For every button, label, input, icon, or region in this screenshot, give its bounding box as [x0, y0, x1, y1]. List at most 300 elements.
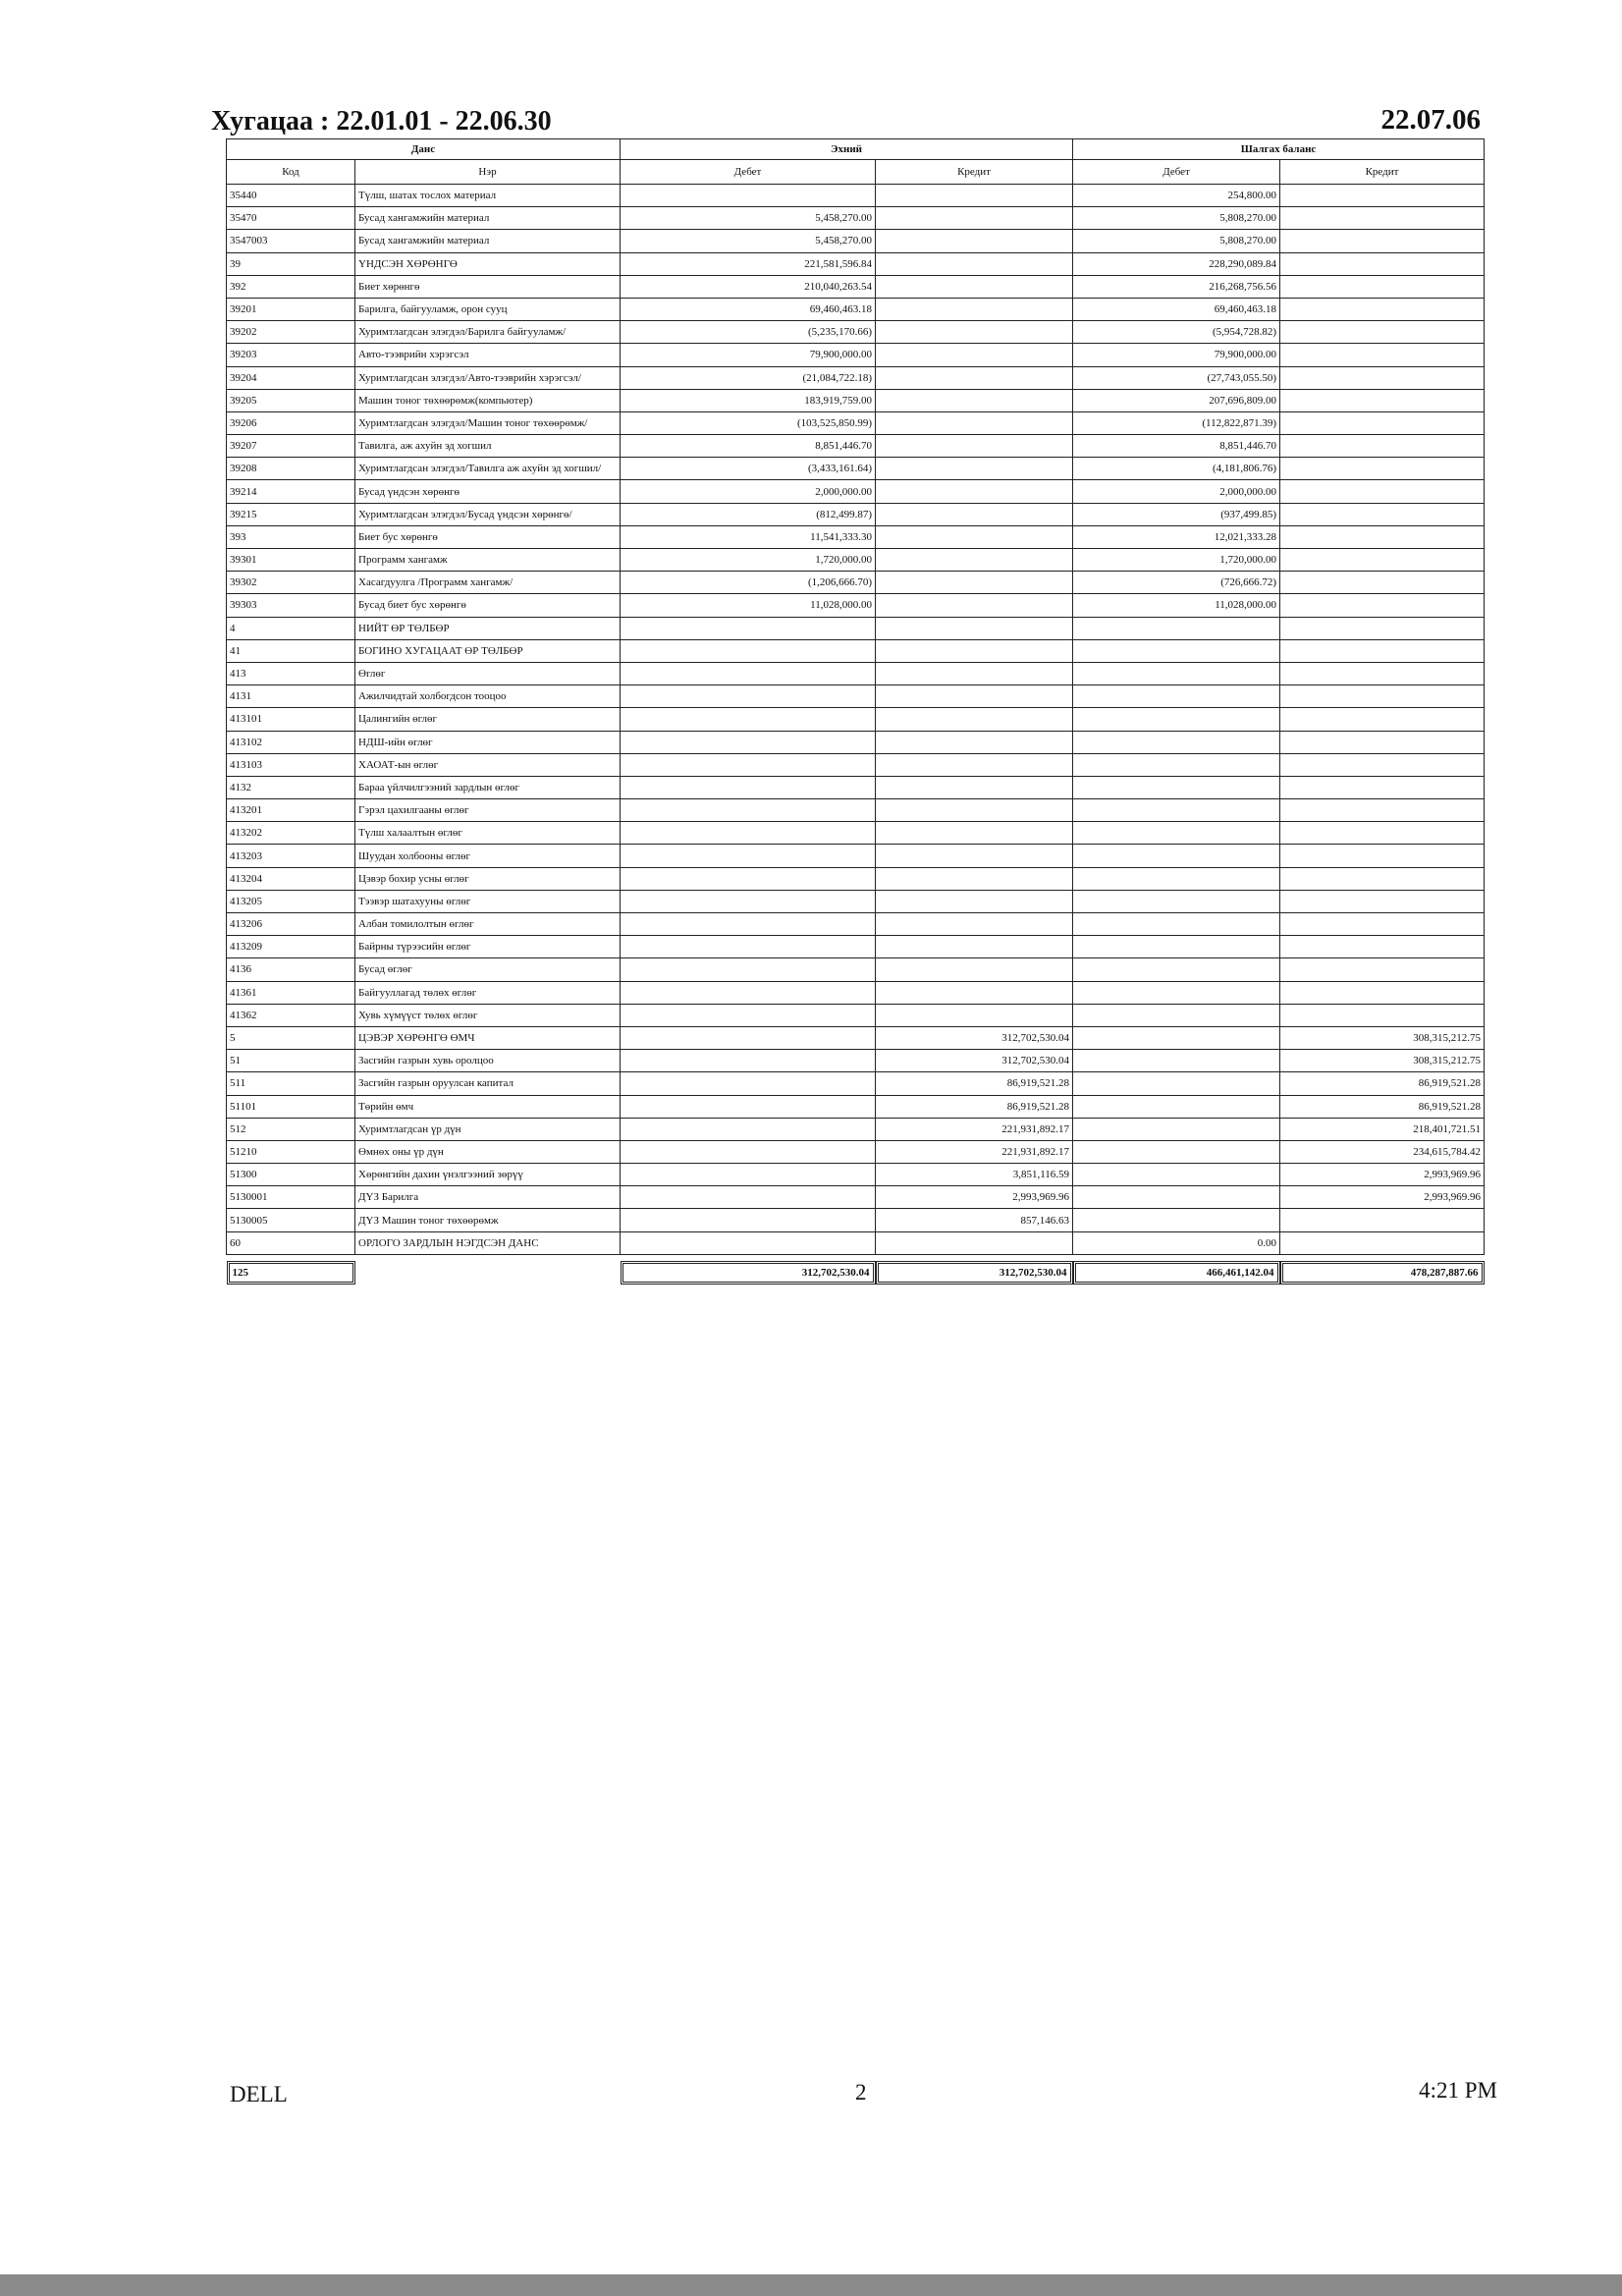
cell-opening-debit: [621, 662, 876, 684]
cell-balance-credit: 2,993,969.96: [1280, 1164, 1485, 1186]
cell-balance-debit: [1073, 799, 1280, 822]
cell-balance-credit: [1280, 776, 1485, 798]
cell-opening-credit: 3,851,116.59: [876, 1164, 1073, 1186]
cell-opening-debit: 8,851,446.70: [621, 435, 876, 458]
cell-code: 413204: [227, 867, 355, 890]
cell-opening-credit: [876, 185, 1073, 207]
cell-balance-debit: [1073, 913, 1280, 936]
cell-code: 413209: [227, 936, 355, 958]
cell-name: Биет хөрөнгө: [355, 275, 621, 298]
cell-balance-credit: [1280, 753, 1485, 776]
cell-name: НИЙТ ӨР ТӨЛБӨР: [355, 617, 621, 639]
cell-balance-credit: [1280, 344, 1485, 366]
cell-opening-credit: [876, 1004, 1073, 1026]
cell-opening-credit: [876, 822, 1073, 845]
cell-balance-debit: [1073, 639, 1280, 662]
cell-balance-credit: [1280, 549, 1485, 572]
table-row: [227, 1095, 1485, 1118]
cell-balance-credit: [1280, 321, 1485, 344]
cell-name: Төрийн өмч: [355, 1095, 621, 1118]
cell-balance-debit: [1073, 662, 1280, 684]
cell-opening-debit: [621, 981, 876, 1004]
table-row: [227, 411, 1485, 434]
cell-balance-credit: [1280, 981, 1485, 1004]
table-row: [227, 822, 1485, 845]
cell-code: 39301: [227, 549, 355, 572]
cell-opening-debit: [621, 685, 876, 708]
cell-name: Хуримтлагдсан үр дүн: [355, 1118, 621, 1140]
cell-opening-debit: [621, 799, 876, 822]
cell-name: НДШ-ийн өглөг: [355, 731, 621, 753]
cell-opening-debit: 2,000,000.00: [621, 480, 876, 503]
cell-balance-debit: (5,954,728.82): [1073, 321, 1280, 344]
cell-opening-credit: [876, 890, 1073, 912]
table-row: [227, 549, 1485, 572]
cell-balance-debit: [1073, 936, 1280, 958]
cell-name: Түлш халаалтын өглөг: [355, 822, 621, 845]
cell-balance-debit: [1073, 1095, 1280, 1118]
cell-code: 39203: [227, 344, 355, 366]
cell-balance-credit: 308,315,212.75: [1280, 1026, 1485, 1049]
cell-opening-debit: [621, 1004, 876, 1026]
column-header-balance-debit: Дебет: [1073, 160, 1280, 185]
cell-code: 51: [227, 1050, 355, 1072]
cell-code: 413101: [227, 708, 355, 731]
cell-balance-credit: [1280, 913, 1485, 936]
cell-name: Шуудан холбооны өглөг: [355, 845, 621, 867]
cell-code: 35470: [227, 207, 355, 230]
cell-balance-credit: [1280, 480, 1485, 503]
cell-balance-credit: [1280, 594, 1485, 617]
cell-balance-debit: [1073, 1186, 1280, 1209]
cell-code: 60: [227, 1231, 355, 1254]
column-header-opening-debit: Дебет: [621, 160, 876, 185]
cell-opening-debit: (3,433,161.64): [621, 458, 876, 480]
cell-name: Авто-тээврийн хэрэгсэл: [355, 344, 621, 366]
cell-opening-credit: 312,702,530.04: [876, 1050, 1073, 1072]
cell-name: Машин тоног төхөөрөмж(компьютер): [355, 389, 621, 411]
table-row: [227, 753, 1485, 776]
cell-balance-credit: [1280, 366, 1485, 389]
cell-name: ДҮЗ Машин тоног төхөөрөмж: [355, 1209, 621, 1231]
cell-opening-debit: [621, 936, 876, 958]
cell-opening-debit: 11,028,000.00: [621, 594, 876, 617]
cell-opening-debit: [621, 1140, 876, 1163]
cell-opening-debit: (1,206,666.70): [621, 572, 876, 594]
cell-name: Тээвэр шатахууны өглөг: [355, 890, 621, 912]
cell-balance-debit: [1073, 685, 1280, 708]
cell-balance-credit: 2,993,969.96: [1280, 1186, 1485, 1209]
cell-balance-debit: [1073, 1118, 1280, 1140]
cell-balance-debit: [1073, 867, 1280, 890]
cell-balance-credit: [1280, 435, 1485, 458]
cell-opening-credit: 86,919,521.28: [876, 1072, 1073, 1095]
cell-opening-credit: [876, 685, 1073, 708]
cell-opening-debit: (21,084,722.18): [621, 366, 876, 389]
table-row: [227, 958, 1485, 981]
cell-code: 39204: [227, 366, 355, 389]
table-row: [227, 275, 1485, 298]
table-row: [227, 1026, 1485, 1049]
cell-balance-credit: [1280, 685, 1485, 708]
cell-code: 4136: [227, 958, 355, 981]
cell-name: Хасагдуулга /Программ хангамж/: [355, 572, 621, 594]
cell-code: 39208: [227, 458, 355, 480]
cell-code: 51210: [227, 1140, 355, 1163]
cell-code: 392: [227, 275, 355, 298]
cell-balance-debit: 79,900,000.00: [1073, 344, 1280, 366]
cell-balance-credit: [1280, 1209, 1485, 1231]
cell-balance-credit: [1280, 525, 1485, 548]
cell-name: Бусад үндсэн хөрөнгө: [355, 480, 621, 503]
cell-balance-debit: 69,460,463.18: [1073, 298, 1280, 320]
cell-opening-debit: [621, 1209, 876, 1231]
cell-code: 413202: [227, 822, 355, 845]
cell-code: 512: [227, 1118, 355, 1140]
cell-opening-credit: [876, 207, 1073, 230]
cell-name: Цалингийн өглөг: [355, 708, 621, 731]
cell-opening-debit: [621, 913, 876, 936]
cell-code: 413206: [227, 913, 355, 936]
total-count: 125: [229, 1263, 353, 1283]
table-row: [227, 662, 1485, 684]
cell-balance-debit: 207,696,809.00: [1073, 389, 1280, 411]
cell-balance-debit: 0.00: [1073, 1231, 1280, 1254]
table-row: [227, 1140, 1485, 1163]
cell-opening-debit: (812,499.87): [621, 503, 876, 525]
cell-code: 51300: [227, 1164, 355, 1186]
cell-opening-credit: 86,919,521.28: [876, 1095, 1073, 1118]
cell-balance-credit: [1280, 230, 1485, 252]
total-opening-credit: 312,702,530.04: [878, 1263, 1071, 1283]
cell-balance-credit: [1280, 503, 1485, 525]
cell-opening-debit: [621, 890, 876, 912]
cell-code: 511: [227, 1072, 355, 1095]
cell-opening-credit: [876, 435, 1073, 458]
cell-balance-debit: [1073, 731, 1280, 753]
cell-balance-credit: [1280, 639, 1485, 662]
cell-opening-credit: [876, 252, 1073, 275]
footer-time: 4:21 PM: [1419, 2078, 1497, 2103]
cell-balance-credit: [1280, 389, 1485, 411]
cell-name: Ажилчидтай холбогдсон тооцоо: [355, 685, 621, 708]
footer-device: DELL: [230, 2082, 288, 2106]
cell-balance-credit: [1280, 799, 1485, 822]
cell-opening-debit: [621, 639, 876, 662]
table-row: [227, 1164, 1485, 1186]
table-row: [227, 776, 1485, 798]
cell-opening-debit: 5,458,270.00: [621, 230, 876, 252]
cell-code: 413203: [227, 845, 355, 867]
table-row: [227, 230, 1485, 252]
group-header-trial-balance: Шалгах баланс: [1073, 139, 1485, 160]
table-row: [227, 185, 1485, 207]
cell-opening-credit: [876, 617, 1073, 639]
table-row: [227, 435, 1485, 458]
table-row: [227, 731, 1485, 753]
group-header-opening: Эхний: [621, 139, 1073, 160]
cell-balance-debit: [1073, 708, 1280, 731]
cell-code: 35440: [227, 185, 355, 207]
table-row: [227, 685, 1485, 708]
cell-opening-debit: [621, 1026, 876, 1049]
cell-code: 39202: [227, 321, 355, 344]
cell-opening-debit: [621, 822, 876, 845]
table-row: [227, 207, 1485, 230]
cell-code: 413205: [227, 890, 355, 912]
cell-balance-debit: [1073, 1026, 1280, 1049]
cell-balance-credit: 86,919,521.28: [1280, 1095, 1485, 1118]
cell-balance-debit: [1073, 753, 1280, 776]
cell-code: 41361: [227, 981, 355, 1004]
cell-opening-credit: [876, 776, 1073, 798]
table-row: [227, 480, 1485, 503]
cell-balance-credit: [1280, 936, 1485, 958]
total-opening-debit: 312,702,530.04: [622, 1263, 874, 1283]
cell-name: Хуримтлагдсан элэгдэл/Тавилга аж ахуйн эд хогшил/: [355, 458, 621, 480]
cell-opening-debit: [621, 958, 876, 981]
cell-code: 413102: [227, 731, 355, 753]
cell-opening-credit: [876, 572, 1073, 594]
cell-balance-debit: [1073, 890, 1280, 912]
cell-code: 5130001: [227, 1186, 355, 1209]
cell-opening-credit: [876, 708, 1073, 731]
column-header-balance-credit: Кредит: [1280, 160, 1485, 185]
cell-opening-debit: 210,040,263.54: [621, 275, 876, 298]
cell-code: 413103: [227, 753, 355, 776]
cell-balance-debit: 216,268,756.56: [1073, 275, 1280, 298]
cell-opening-credit: [876, 458, 1073, 480]
cell-balance-debit: [1073, 1140, 1280, 1163]
cell-name: Өмнөх оны үр дүн: [355, 1140, 621, 1163]
cell-balance-credit: 86,919,521.28: [1280, 1072, 1485, 1095]
page-number: 2: [855, 2080, 867, 2105]
cell-balance-credit: [1280, 207, 1485, 230]
cell-balance-credit: [1280, 252, 1485, 275]
cell-balance-credit: [1280, 572, 1485, 594]
cell-code: 39215: [227, 503, 355, 525]
cell-opening-credit: [876, 958, 1073, 981]
cell-name: Гэрэл цахилгааны өглөг: [355, 799, 621, 822]
cell-balance-debit: (4,181,806.76): [1073, 458, 1280, 480]
cell-opening-credit: [876, 480, 1073, 503]
cell-balance-debit: 254,800.00: [1073, 185, 1280, 207]
cell-code: 39205: [227, 389, 355, 411]
cell-balance-debit: 12,021,333.28: [1073, 525, 1280, 548]
cell-code: 5: [227, 1026, 355, 1049]
cell-balance-credit: [1280, 890, 1485, 912]
table-row: [227, 1186, 1485, 1209]
cell-opening-credit: [876, 275, 1073, 298]
cell-balance-debit: [1073, 1072, 1280, 1095]
column-header-code: Код: [227, 160, 355, 185]
cell-opening-credit: [876, 549, 1073, 572]
cell-balance-debit: [1073, 1209, 1280, 1231]
cell-name: Программ хангамж: [355, 549, 621, 572]
cell-opening-credit: [876, 1231, 1073, 1254]
cell-opening-credit: [876, 389, 1073, 411]
cell-name: Хуримтлагдсан элэгдэл/Барилга байгууламж/: [355, 321, 621, 344]
table-row: [227, 1209, 1485, 1231]
cell-code: 39201: [227, 298, 355, 320]
cell-balance-debit: [1073, 776, 1280, 798]
cell-balance-debit: 228,290,089.84: [1073, 252, 1280, 275]
cell-opening-debit: 5,458,270.00: [621, 207, 876, 230]
cell-name: Албан томилолтын өглөг: [355, 913, 621, 936]
table-row: [227, 799, 1485, 822]
cell-opening-credit: 2,993,969.96: [876, 1186, 1073, 1209]
table-row: [227, 366, 1485, 389]
table-row: [227, 458, 1485, 480]
cell-code: 4132: [227, 776, 355, 798]
cell-balance-credit: [1280, 822, 1485, 845]
cell-balance-debit: [1073, 1050, 1280, 1072]
cell-balance-credit: 308,315,212.75: [1280, 1050, 1485, 1072]
cell-opening-credit: 312,702,530.04: [876, 1026, 1073, 1049]
cell-name: Тавилга, аж ахуйн эд хогшил: [355, 435, 621, 458]
cell-balance-credit: [1280, 867, 1485, 890]
cell-opening-credit: [876, 639, 1073, 662]
cell-balance-debit: (726,666.72): [1073, 572, 1280, 594]
page-title: Хугацаа : 22.01.01 - 22.06.30: [211, 106, 552, 137]
cell-name: Бусад биет бус хөрөнгө: [355, 594, 621, 617]
cell-balance-credit: [1280, 708, 1485, 731]
cell-opening-credit: [876, 411, 1073, 434]
cell-opening-debit: [621, 1164, 876, 1186]
cell-opening-debit: [621, 617, 876, 639]
table-row: [227, 639, 1485, 662]
cell-balance-debit: [1073, 958, 1280, 981]
cell-code: 39207: [227, 435, 355, 458]
cell-opening-credit: 221,931,892.17: [876, 1140, 1073, 1163]
column-header-opening-credit: Кредит: [876, 160, 1073, 185]
cell-opening-credit: [876, 525, 1073, 548]
cell-balance-credit: [1280, 958, 1485, 981]
cell-balance-debit: 2,000,000.00: [1073, 480, 1280, 503]
cell-code: 393: [227, 525, 355, 548]
report-date: 22.07.06: [1380, 104, 1481, 136]
cell-code: 39303: [227, 594, 355, 617]
cell-opening-debit: [621, 753, 876, 776]
cell-opening-credit: [876, 344, 1073, 366]
cell-opening-credit: [876, 594, 1073, 617]
cell-name: Бусад хангамжийн материал: [355, 230, 621, 252]
cell-opening-debit: [621, 708, 876, 731]
cell-name: Биет бус хөрөнгө: [355, 525, 621, 548]
cell-code: 39302: [227, 572, 355, 594]
cell-balance-credit: [1280, 298, 1485, 320]
cell-opening-debit: 221,581,596.84: [621, 252, 876, 275]
cell-balance-credit: [1280, 1004, 1485, 1026]
cell-code: 3547003: [227, 230, 355, 252]
cell-name: Хуримтлагдсан элэгдэл/Бусад үндсэн хөрөнгө/: [355, 503, 621, 525]
cell-balance-credit: [1280, 1231, 1485, 1254]
cell-opening-debit: 1,720,000.00: [621, 549, 876, 572]
table-row: [227, 389, 1485, 411]
scan-edge-bar: [0, 2274, 1622, 2296]
cell-opening-credit: [876, 662, 1073, 684]
table-row: [227, 981, 1485, 1004]
table-row: [227, 503, 1485, 525]
cell-name: ОРЛОГО ЗАРДЛЫН НЭГДСЭН ДАНС: [355, 1231, 621, 1254]
cell-balance-debit: 5,808,270.00: [1073, 207, 1280, 230]
cell-code: 39214: [227, 480, 355, 503]
cell-opening-debit: 11,541,333.30: [621, 525, 876, 548]
cell-balance-debit: [1073, 845, 1280, 867]
cell-name: Барилга, байгууламж, орон сууц: [355, 298, 621, 320]
cell-balance-credit: [1280, 458, 1485, 480]
cell-name: Түлш, шатах тослох материал: [355, 185, 621, 207]
cell-balance-debit: 1,720,000.00: [1073, 549, 1280, 572]
cell-name: ДҮЗ Барилга: [355, 1186, 621, 1209]
column-header-name: Нэр: [355, 160, 621, 185]
cell-code: 5130005: [227, 1209, 355, 1231]
table-row: [227, 344, 1485, 366]
cell-code: 4: [227, 617, 355, 639]
cell-code: 41: [227, 639, 355, 662]
cell-name: Хуримтлагдсан элэгдэл/Машин тоног төхөөрөмж/: [355, 411, 621, 434]
cell-opening-debit: [621, 867, 876, 890]
table-row: [227, 845, 1485, 867]
cell-balance-debit: 11,028,000.00: [1073, 594, 1280, 617]
cell-opening-credit: [876, 298, 1073, 320]
cell-name: Бусад өглөг: [355, 958, 621, 981]
cell-code: 413: [227, 662, 355, 684]
cell-name: Бусад хангамжийн материал: [355, 207, 621, 230]
cell-opening-debit: [621, 1095, 876, 1118]
table-row: [227, 594, 1485, 617]
cell-name: Хувь хүмүүст төлөх өглөг: [355, 1004, 621, 1026]
cell-opening-credit: [876, 731, 1073, 753]
table-row: [227, 708, 1485, 731]
cell-name: ХАОАТ-ын өглөг: [355, 753, 621, 776]
table-row: [227, 252, 1485, 275]
cell-balance-credit: [1280, 845, 1485, 867]
cell-opening-credit: [876, 936, 1073, 958]
cell-opening-debit: 79,900,000.00: [621, 344, 876, 366]
cell-balance-debit: (27,743,055.50): [1073, 366, 1280, 389]
cell-opening-debit: [621, 185, 876, 207]
cell-opening-credit: [876, 913, 1073, 936]
cell-balance-credit: [1280, 275, 1485, 298]
cell-balance-debit: (937,499.85): [1073, 503, 1280, 525]
cell-opening-credit: [876, 321, 1073, 344]
cell-balance-debit: (112,822,871.39): [1073, 411, 1280, 434]
cell-opening-credit: [876, 503, 1073, 525]
cell-balance-credit: 234,615,784.42: [1280, 1140, 1485, 1163]
cell-opening-debit: [621, 1050, 876, 1072]
cell-balance-debit: [1073, 1164, 1280, 1186]
cell-name: Хөрөнгийн дахин үнэлгээний зөрүү: [355, 1164, 621, 1186]
trial-balance-table: [226, 138, 1485, 1290]
ledger-body: [227, 185, 1485, 1255]
cell-opening-debit: 69,460,463.18: [621, 298, 876, 320]
cell-balance-debit: [1073, 1004, 1280, 1026]
cell-opening-credit: [876, 981, 1073, 1004]
cell-opening-debit: [621, 1072, 876, 1095]
cell-opening-debit: [621, 731, 876, 753]
cell-name: Хуримтлагдсан элэгдэл/Авто-тээврийн хэрэгсэл/: [355, 366, 621, 389]
cell-code: 39206: [227, 411, 355, 434]
cell-balance-credit: [1280, 662, 1485, 684]
cell-balance-debit: [1073, 822, 1280, 845]
total-balance-credit: 478,287,887.66: [1282, 1263, 1483, 1283]
cell-opening-debit: [621, 1186, 876, 1209]
cell-opening-debit: [621, 845, 876, 867]
cell-opening-credit: [876, 799, 1073, 822]
table-row: [227, 890, 1485, 912]
cell-opening-debit: (103,525,850.99): [621, 411, 876, 434]
